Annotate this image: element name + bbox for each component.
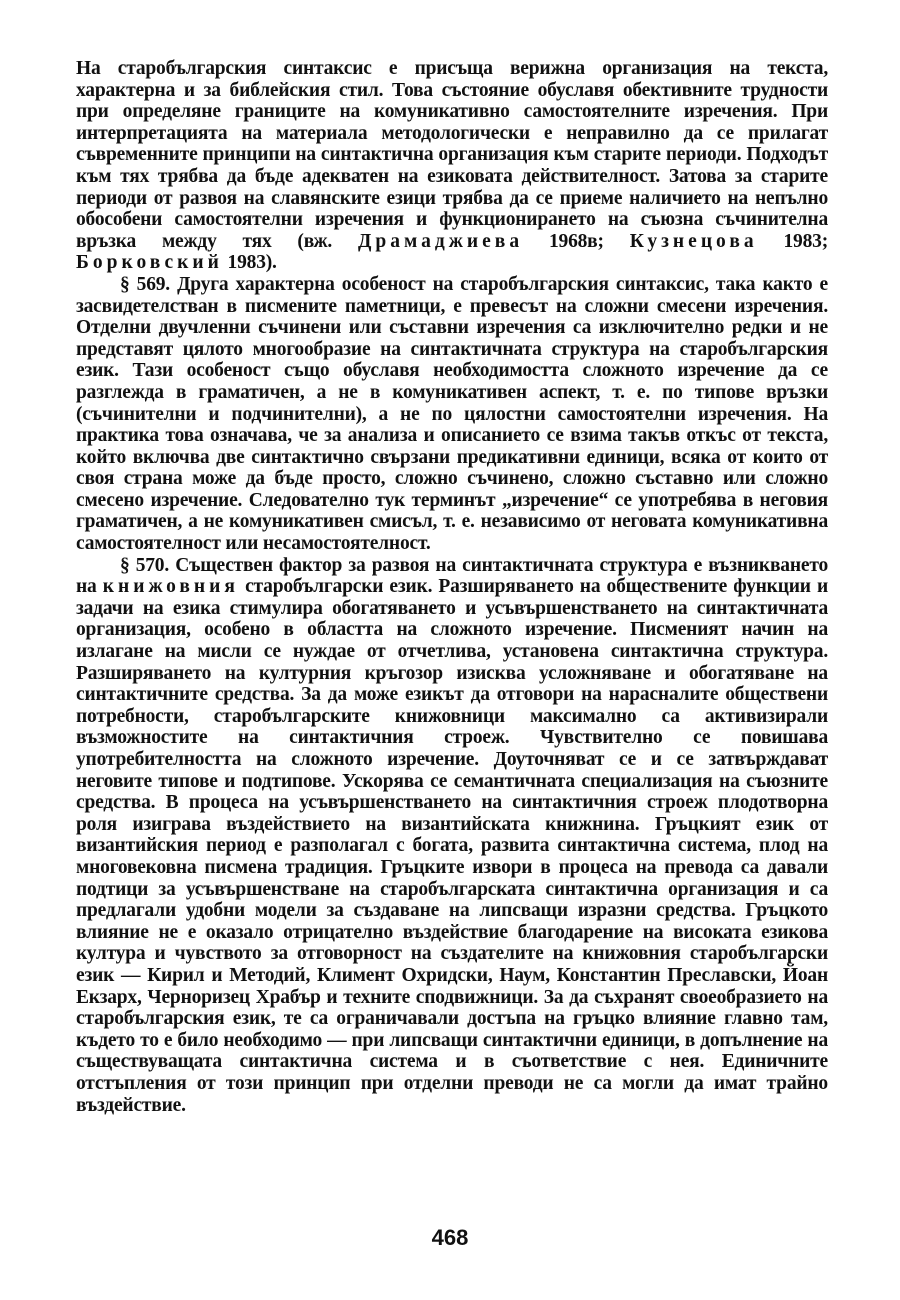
author-citation: Борковский bbox=[76, 252, 223, 274]
text-run: 1983). bbox=[222, 252, 277, 274]
page-body bbox=[76, 58, 828, 1116]
paragraph-570 bbox=[76, 555, 828, 1116]
paragraph-569: § 569. Друга характерна особеност на старобългарския синтаксис, така както е засвидетелстван в писмените паметници, е превесът на сложни смесени изречения. Отделни двучленни съчинени или съставни изречения са изключително редки и не представят цялото многообразие на синтактичната структура на старобългарския език. Тази особеност също обуславя необходимостта сложното изречение да се разглежда в граматичен, а не в комуникативен аспект, т. е. по типове връзки (съчинителни и подчинителни), а не по цялостни самостоятелни изречения. На практика това означава, че за анализа и описанието се взима такъв откъс от текста, който включва две синтактично свързани предикативни единици, всяка от които от своя страна може да бъде просто, сложно съчинено, сложно съставно или сложно смесено изречение. Следователно тук терминът „изречение“ се употребява в неговия граматичен, а не комуникативен смисъл, т. е. независимо от неговата комуникативна самостоятелност или несамостоятелност. bbox=[76, 273, 828, 555]
emphasized-word: книжовния bbox=[102, 576, 239, 598]
author-citation: Драмаджиева bbox=[358, 230, 524, 252]
text-run: старобългарски език. Разширяването на обществените функции и задачи на езика стимулира обогатяването и усъвършенстването на синтактичната организация, особено в областта на сложното изречение. Писменият начин на излагане на мисли се нуждае от отчетлива, установена синтактична структура. Разширяването на културния кръгозор изисква усложняване и обогатяване на синтактичните средства. За да може езикът да отговори на нарасналите обществени потребности, старобългарските книжовници максимално са активизирали възможностите на синтактичния строеж. Чувствително се повишава употребителността на сложното изречение. Доуточняват се и се затвърждават неговите типове и подтипове. Ускорява се семантичната специализация на съюзните средства. В процеса на усъвършенстването на синтактичния строеж плодотворна роля изиграва въздействието на византийската книжнина. Гръцкият език от византийския период е разполагал с богата, развита синтактична система, плод на многовековна писмена традиция. Гръцките извори в процеса на превода са давали подтици за усъвършенстване на старобългарската синтактична организация и са предлагали удобни модели за създаване на липсващи изразни средства. Гръцкото влияние не е оказало отрицателно въздействие благодарение на високата езикова култура и чувството за отговорност на създателите на книжовния старобългарски език — Кирил и Методий, Климент Охридски, Наум, Константин Преславски, Йоан Екзарх, Черноризец Храбър и техните сподвижници. За да съхранят своеобразието на старобългарския език, те са ограничавали достъпа на гръцко влияние главно там, където то е било необходимо — при липсващи синтактични единици, в допълнение на съществуващата синтактична система и в съответствие с нея. Единичните отстъпления от този принцип при отделни преводи не са могли да имат трайно въздействие. bbox=[76, 576, 828, 1116]
text-run: 1968в; bbox=[523, 230, 630, 252]
paragraph-568-continuation bbox=[76, 58, 828, 274]
author-citation: Кузнецова bbox=[629, 230, 758, 252]
text-run: § 570. Съществен фактор за развоя на синтактичната структура е възникването на bbox=[76, 554, 828, 598]
text-run: На старобългарския синтаксис е присъща верижна организация на текста, характерна и за библейския стил. Това състояние обуславя обективните трудности при определяне границите на комуникативно самостоятелните изречения. При интерпретацията на материала методологически е неправилно да се прилагат съвременните принципи на синтактична организация към старите периоди. Подходът към тях трябва да бъде адекватен на езиковата действителност. Затова за старите периоди от развоя на славянските езици трябва да се приеме наличието на непълно обособени самостоятелни изречения и функционирането на съюзна съчинителна връзка между тях (вж. bbox=[76, 58, 828, 252]
page-number: 468 bbox=[431, 1225, 469, 1250]
text-run: 1983; bbox=[757, 230, 828, 252]
